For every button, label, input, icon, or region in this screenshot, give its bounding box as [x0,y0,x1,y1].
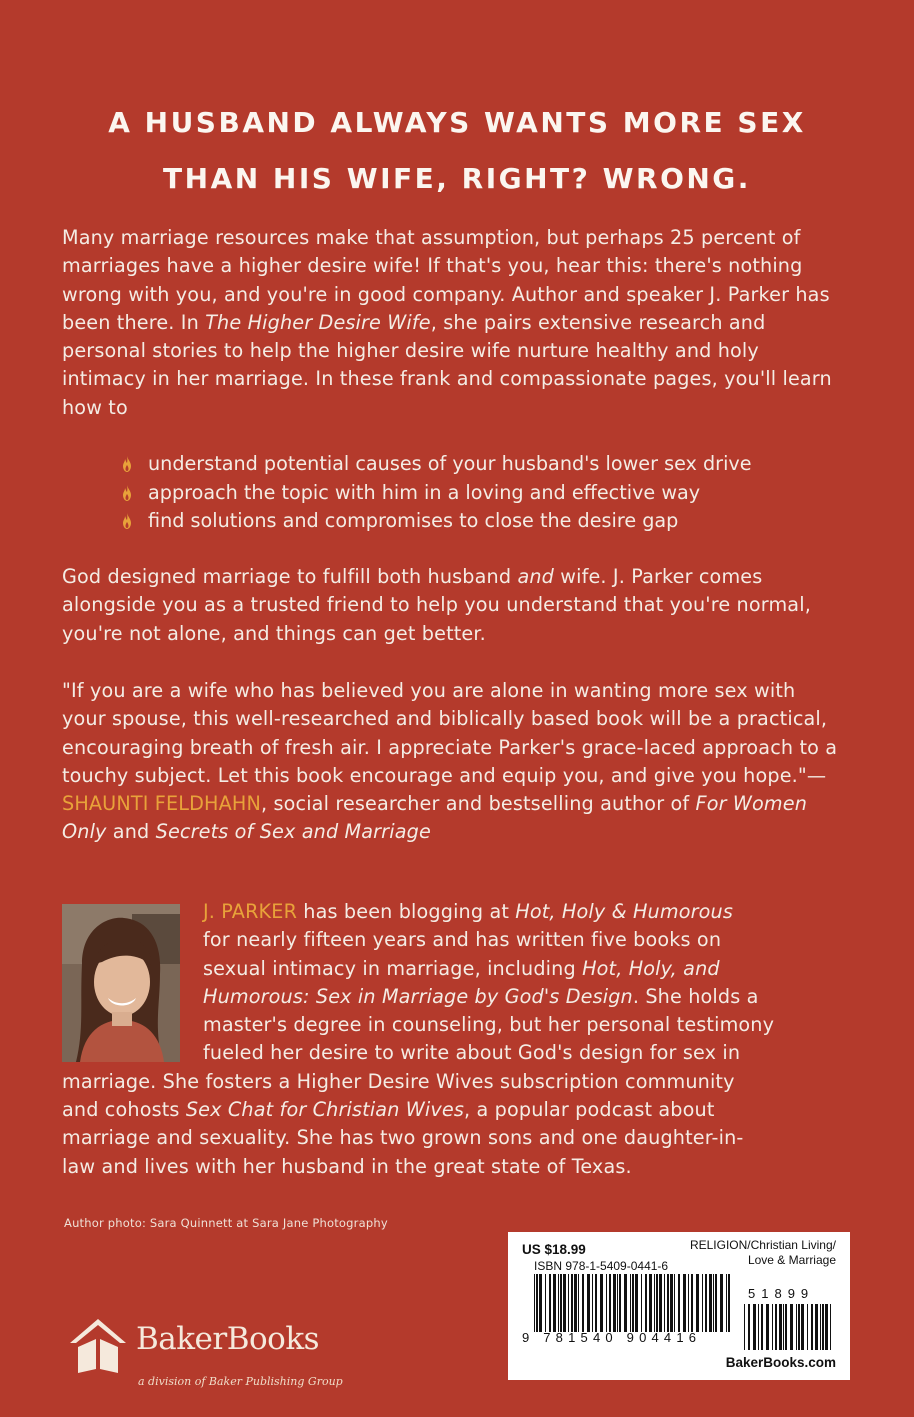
intro-text-2: , she pairs extensive research and personal stories to help the higher desire wife nurture healthy and holy intimacy in her marriage. In these frank and compassionate pages, you'll learn how to [62,310,832,419]
barcode-bar [811,1304,813,1350]
bullet-item [120,507,860,536]
author-bio [62,898,842,1181]
bio-podcast-title: Sex Chat for Christian Wives [185,1098,464,1122]
barcode-bar [553,1274,556,1332]
quote-and: and [106,820,156,844]
barcode-bar [595,1274,597,1332]
barcode-bar [578,1274,579,1332]
barcode-bar [688,1274,689,1332]
bio-line [62,1096,842,1124]
barcode-bar [609,1274,611,1332]
barcode-bar [558,1274,559,1332]
barcode-bar [632,1274,634,1332]
bio-line: for nearly fifteen years and has written five books on [203,928,722,952]
barcode-bar [761,1304,763,1350]
barcode-bar [766,1304,769,1350]
barcode-bar [670,1274,673,1332]
barcode-bar [678,1274,680,1332]
flame-bullet-icon [122,485,132,501]
summary-text-2: wife. J. Parker comes alongside you as a trusted friend to help you understand that you're normal, you're not alone, and things can get better. [62,565,811,645]
bio-author-name: J. PARKER [203,900,298,923]
barcode-bar [796,1304,797,1350]
barcode-bar [674,1274,675,1332]
barcode-bar [753,1304,756,1350]
bio-line: marriage. She fosters a Higher Desire Wives subscription community [62,1069,735,1093]
flame-bullet-icon [122,513,132,529]
book-title: The Higher Desire Wife [205,310,431,334]
bio-text-segment: . She holds a [632,984,759,1008]
barcode-bar [635,1274,638,1332]
intro-text-1: Many marriage resources make that assumption, but perhaps 25 percent of marriages have a higher desire wife! If that's you, hear this: there's nothing wrong with you, and you're in good company. Author and speaker J. Parker has been there. In [62,226,830,334]
barcode-bar [683,1274,686,1332]
barcode-bar [744,1304,745,1350]
barcode-bar [820,1304,821,1350]
isbn-barcode [534,1274,734,1332]
barcode-digits: 9 781540 904416 [522,1330,702,1345]
bio-text-segment: , a popular podcast about [463,1098,715,1122]
publisher-tagline: a division of Baker Publishing Group [138,1375,343,1388]
barcode-bar [641,1274,642,1332]
barcode-bar [574,1274,577,1332]
category [690,1238,836,1268]
barcode-bar [748,1304,750,1350]
barcode-bar [571,1274,573,1332]
barcode-bar [624,1274,627,1332]
barcode-bar [696,1274,699,1332]
barcode-bar [758,1304,759,1350]
publisher-name: BakerBooks [136,1321,320,1357]
bio-text-segment: has been blogging at [297,900,516,923]
bullet-text: understand potential causes of your husband's lower sex drive [148,452,752,475]
barcode-bar [534,1274,535,1332]
flame-bullet-icon [122,456,132,472]
price: US $18.99 [522,1242,586,1257]
barcode-bar [702,1274,703,1332]
barcode-bar [654,1274,655,1332]
barcode-bar [830,1304,831,1350]
photo-credit: Author photo: Sara Quinnett at Sara Jane Photography [64,1216,388,1230]
barcode-box [508,1232,850,1380]
barcode-bar [664,1274,665,1332]
author-photo [62,904,180,1062]
barcode-bar [713,1274,714,1332]
barcode-bar [549,1274,551,1332]
summary-text-1: God designed marriage to fulfill both husband [62,565,518,588]
barcode-bar [783,1304,784,1350]
category-line-2: Love & Marriage [747,1253,836,1267]
barcode-bar [619,1274,621,1332]
barcode-bar [785,1304,787,1350]
barcode-bar [705,1274,707,1332]
barcode-bar [600,1274,603,1332]
summary-italic: and [517,565,554,588]
bio-book-title: Humorous: Sex in Marriage by God's Design [203,984,633,1008]
barcode-bar [587,1274,590,1332]
bullet-text: find solutions and compromises to close the desire gap [148,509,679,532]
headline-line-2: THAN HIS WIFE, RIGHT? WRONG. [163,162,751,195]
bullet-text: approach the topic with him in a loving and effective way [148,480,701,504]
bio-text-segment: sexual intimacy in marriage, including [203,956,583,980]
barcode-bar [592,1274,593,1332]
barcode-bar [582,1274,584,1332]
quote-book-1: For Women Only [62,792,808,844]
barcode-bar [656,1274,658,1332]
barcode-bar [536,1274,538,1332]
barcode-bar [798,1304,800,1350]
bio-book-title: Hot, Holy, and [582,956,720,980]
barcode-bar [563,1274,566,1332]
bio-text-segment: and cohosts [62,1098,186,1122]
bio-line: marriage and sexuality. She has two grown sons and one daughter-in- [62,1126,744,1150]
bio-blog-title: Hot, Holy & Humorous [515,900,733,923]
quote-credentials: , social researcher and bestselling author of [260,792,696,816]
headline [0,95,914,207]
publisher-house-icon [66,1313,130,1375]
quote-text: "If you are a wife who has believed you are alone in wanting more sex with your spouse, this well-researched and biblically based book will be a practical, encouraging breath of fresh air. I appreciate Parker's grace-laced approach to a touchy subject. Let this book encourage and equip you, and give you hope."— [62,679,838,787]
barcode-bar [779,1304,782,1350]
barcode-bar [539,1274,542,1332]
publisher-website: BakerBooks.com [725,1355,836,1370]
barcode-bar [613,1274,616,1332]
barcode-bar [790,1304,793,1350]
barcode-bar [825,1304,828,1350]
headline-line-1: A HUSBAND ALWAYS WANTS MORE SEX [108,106,806,139]
barcode-bar [728,1274,730,1332]
barcode-bar [617,1274,618,1332]
barcode-bar [560,1274,562,1332]
isbn: ISBN 978-1-5409-0441-6 [534,1259,669,1273]
barcode-bar [772,1304,773,1350]
quote-book-2: Secrets of Sex and Marriage [155,820,431,844]
bullet-item [120,450,860,479]
barcode-bar [775,1304,777,1350]
barcode-bar [709,1274,712,1332]
barcode-bar [649,1274,652,1332]
bio-line: master's degree in counseling, but her personal testimony [203,1013,775,1037]
barcode-bar [801,1304,804,1350]
barcode-bar [606,1274,607,1332]
barcode-bar [645,1274,647,1332]
barcode-bar [659,1274,662,1332]
barcode-bar [545,1274,546,1332]
summary-paragraph [62,563,842,648]
bullet-list [120,450,860,536]
barcode-bar [807,1304,808,1350]
barcode-bar [822,1304,824,1350]
endorsement-quote [62,677,842,847]
price-addon-digits: 51899 [748,1286,815,1301]
barcode-bar [691,1274,693,1332]
publisher-logo [66,1313,376,1393]
barcode-bar [815,1304,818,1350]
bio-line: fueled her desire to write about God's design for sex in [203,1041,741,1065]
author-portrait-image [62,904,180,1062]
category-line-1: RELIGION/Christian Living/ [689,1238,836,1252]
barcode-bar [720,1274,723,1332]
barcode-bar [630,1274,631,1332]
barcode-bar [715,1274,717,1332]
barcode-bar [568,1274,569,1332]
quote-author: SHAUNTI FELDHAHN [62,792,261,816]
bullet-item [120,479,860,508]
bio-line: law and lives with her husband in the great state of Texas. [62,1154,632,1178]
barcode-bar [667,1274,669,1332]
intro-paragraph [62,224,842,422]
barcode-bar [726,1274,727,1332]
price-addon-barcode [744,1304,836,1350]
